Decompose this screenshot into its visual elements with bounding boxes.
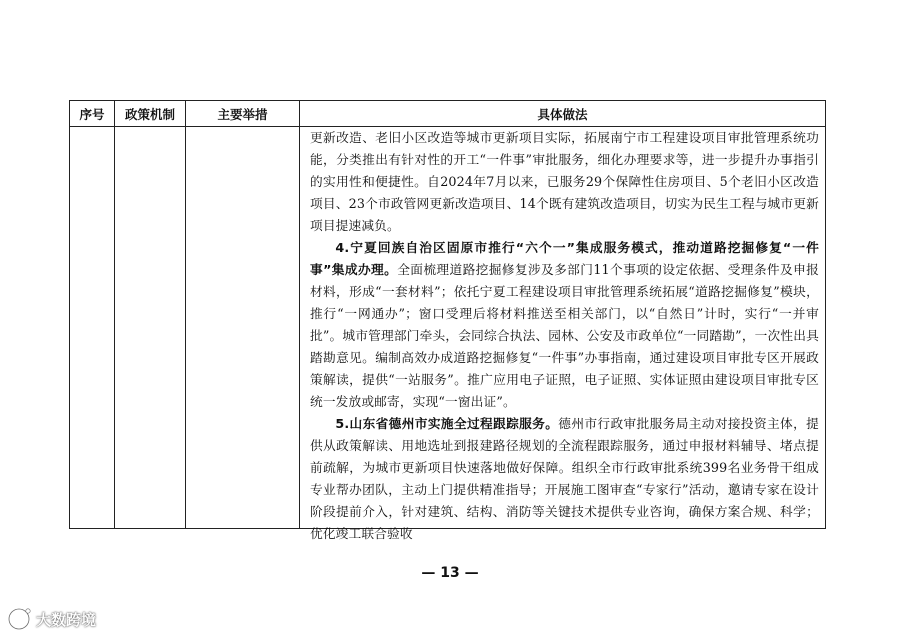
header-no: 序号 [70, 101, 115, 127]
watermark-text: 大数跨境 [36, 610, 97, 629]
paragraph-dezhou-title: 5.山东省德州市实施全过程跟踪服务。 [335, 416, 559, 431]
cell-mechanism [115, 127, 186, 529]
table-row [70, 127, 826, 529]
cell-measures [186, 127, 300, 529]
header-practice: 具体做法 [300, 101, 826, 127]
table-header-row [70, 101, 826, 127]
cell-practice [300, 127, 826, 541]
paragraph-guyuan [310, 237, 819, 413]
header-measures: 主要举措 [186, 101, 300, 127]
cell-no [70, 127, 115, 529]
header-mechanism: 政策机制 [115, 101, 186, 127]
practice-content [300, 127, 825, 541]
policy-table [69, 100, 826, 541]
watermark [6, 606, 96, 632]
paragraph-dezhou [310, 413, 819, 545]
paragraph-nanning: 更新改造、老旧小区改造等城市更新项目实际，拓展南宁市工程建设项目审批管理系统功能，分类推出有针对性的开工“一件事”审批服务，细化办理要求等，进一步提升办事指引的实用性和便捷性。自2024年7月以来，已服务29个保障性住房项目、5个老旧小区改造项目、23个市政管网更新改造项目、14个既有建筑改造项目，切实为民生工程与城市更新项目提速减负。 [310, 130, 819, 233]
brand-logo-icon [6, 606, 32, 632]
paragraph-guyuan-body: 全面梳理道路挖掘修复涉及多部门11个事项的设定依据、受理条件及申报材料，形成“一套材料”；依托宁夏工程建设项目审批管理系统拓展“道路挖掘修复”模块，推行“一网通办”；窗口受理后将材料推送至相关部门，以“自然日”计时，实行“一并审批”。城市管理部门牵头，会同综合执法、园林、公安及市政单位“一同踏勘”，一次性出具踏勘意见。编制高效办成道路挖掘修复“一件事”办事指南，通过建设项目审批专区开展政策解读，提供“一站服务”。推广应用电子证照，电子证照、实体证照由建设项目审批专区统一发放或邮寄，实现“一窗出证”。 [310, 262, 819, 409]
page-number: — 13 — [421, 565, 479, 581]
paragraph-guyuan-title: 4.宁夏回族自治区固原市推行“六个一”集成服务模式，推动道路挖掘修复“一件事”集成办理。 [310, 240, 819, 277]
paragraph-dezhou-body: 德州市行政审批服务局主动对接投资主体，提供从政策解读、用地选址到报建路径规划的全流程跟踪服务，通过申报材料辅导、堵点提前疏解，为城市更新项目快速落地做好保障。组织全市行政审批系统399名业务骨干组成专业帮办团队，主动上门提供精准指导；开展施工图审查“专家行”活动，邀请专家在设计阶段提前介入，针对建筑、结构、消防等关键技术提供专业咨询，确保方案合规、科学；优化竣工联合验收 [310, 416, 819, 541]
